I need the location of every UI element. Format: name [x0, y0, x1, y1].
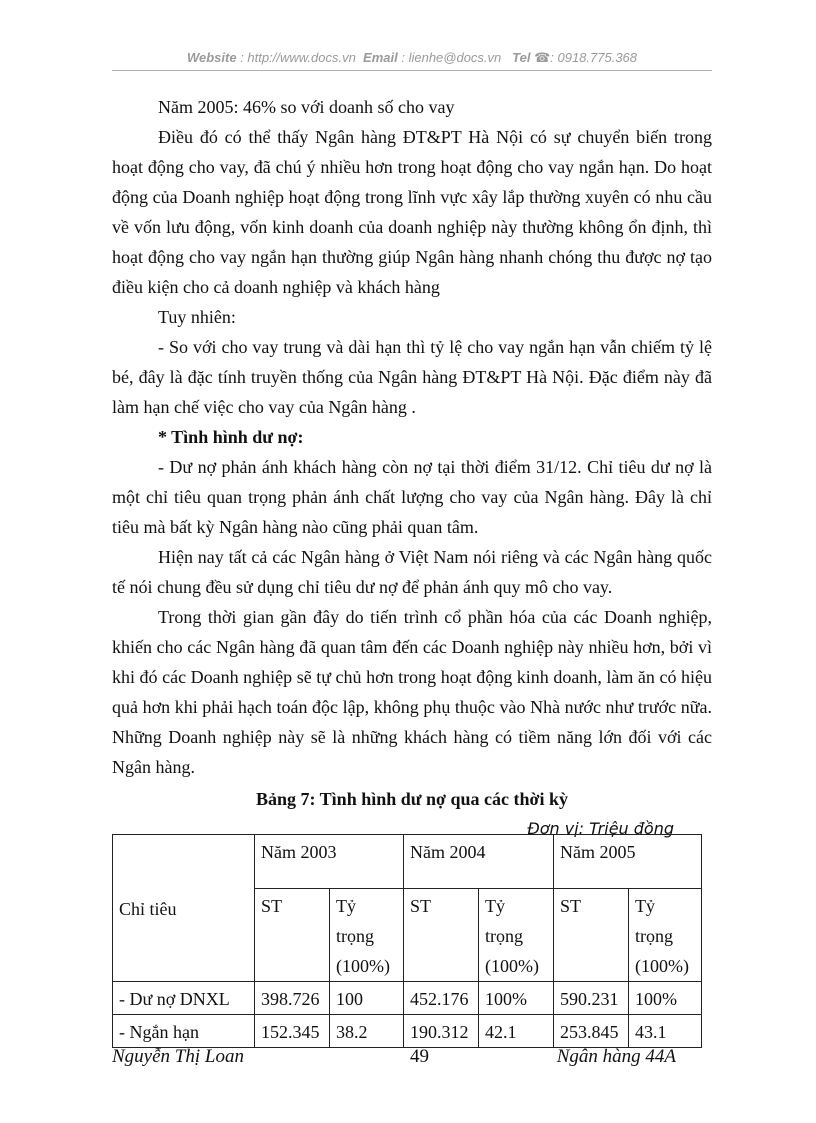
phone-icon: ☎: [534, 50, 551, 65]
paragraph-equitization: Trong thời gian gần đây do tiến trình cổ phần hóa của các Doanh nghiệp, khiến cho các Ngân hàng đã quan tâm đến các Doanh nghiệp này nhiều hơn, bởi vì khi đó các Doanh nghiệp sẽ tự chủ hơn trong hoạt động kinh doanh, làm ăn có hiệu quả hơn khi phải hạch toán độc lập, không phụ thuộc vào Nhà nước như trước nữa. Những Doanh nghiệp này sẽ là những khách hàng có tiềm năng lớn đối với các Ngân hàng.: [112, 607, 712, 777]
st-header-2004: ST: [404, 889, 479, 982]
email-label: Email: [363, 50, 398, 65]
footer-class: Ngân hàng 44A: [556, 1046, 676, 1067]
year-header-2005: Năm 2005: [554, 835, 702, 889]
ratio-header-2003: Tỷ trọng (100%): [330, 889, 404, 982]
cell-value: 152.345: [255, 1015, 330, 1048]
year-header-2003: Năm 2003: [255, 835, 404, 889]
row-label: - Dư nợ DNXL: [113, 982, 255, 1015]
paragraph-debt-definition: - Dư nợ phản ánh khách hàng còn nợ tại thời điểm 31/12. Chỉ tiêu dư nợ là một chỉ tiêu quan trọng phản ánh chất lượng cho vay của Ngân hàng. Đây là chỉ tiêu mà bất kỳ Ngân hàng nào cũng phải quan tâm.: [112, 457, 712, 537]
row-label: - Ngắn hạn: [113, 1015, 255, 1048]
header-divider: [112, 70, 712, 71]
cell-value: 42.1: [479, 1015, 554, 1048]
website-value: : http://www.docs.vn: [240, 50, 356, 65]
table-unit: Đơn vị: Triệu đồng: [527, 819, 674, 838]
table-row: [113, 982, 702, 1015]
page-number: 49: [410, 1046, 429, 1067]
cell-value: 452.176: [404, 982, 479, 1015]
paragraph-analysis: Điều đó có thể thấy Ngân hàng ĐT&PT Hà Nội có sự chuyển biến trong hoạt động cho vay, đã chú ý nhiều hơn trong hoạt động cho vay ngắn hạn. Do hoạt động của Doanh nghiệp hoạt động trong lĩnh vực xây lắp thường xuyên có nhu cầu về vốn lưu động, vốn kinh doanh của doanh nghiệp này thường không ổn định, thì hoạt động cho vay ngắn hạn thường giúp Ngân hàng nhanh chóng thu được nợ tạo điều kiện cho cả doanh nghiệp và khách hàng: [112, 127, 712, 297]
footer-author: Nguyễn Thị Loan: [112, 1046, 244, 1067]
document-body: [112, 92, 712, 844]
cell-value: 253.845: [554, 1015, 629, 1048]
cell-value: 398.726: [255, 982, 330, 1015]
paragraph-short-term-ratio: - So với cho vay trung và dài hạn thì tỷ lệ cho vay ngắn hạn vẫn chiếm tỷ lệ bé, đây là đặc tính truyền thống của Ngân hàng ĐT&PT Hà Nội. Đặc điểm này đã làm hạn chế việc cho vay của Ngân hàng .: [112, 337, 712, 417]
page-header: [112, 50, 712, 66]
cell-value: 100%: [629, 982, 702, 1015]
ratio-header-2005: Tỷ trọng (100%): [629, 889, 702, 982]
page-footer: [112, 1046, 676, 1076]
table-title: Bảng 7: Tình hình dư nợ qua các thời kỳ: [255, 789, 569, 809]
year-header-2004: Năm 2004: [404, 835, 554, 889]
website-label: Website: [186, 50, 237, 65]
table-row: [113, 1015, 702, 1048]
st-header-2005: ST: [554, 889, 629, 982]
cell-value: 100%: [479, 982, 554, 1015]
tel-label: Tel: [512, 50, 531, 65]
ratio-header-2004: Tỷ trọng (100%): [479, 889, 554, 982]
indicator-header: Chỉ tiêu: [113, 835, 255, 982]
cell-value: 190.312: [404, 1015, 479, 1048]
paragraph-banks-usage: Hiện nay tất cả các Ngân hàng ở Việt Nam nói riêng và các Ngân hàng quốc tế nói chung đều sử dụng chỉ tiêu dư nợ để phản ánh quy mô cho vay.: [112, 547, 712, 597]
cell-value: 100: [330, 982, 404, 1015]
cell-value: 38.2: [330, 1015, 404, 1048]
st-header-2003: ST: [255, 889, 330, 982]
cell-value: 590.231: [554, 982, 629, 1015]
tel-value: : 0918.775.368: [550, 50, 638, 65]
cell-value: 43.1: [629, 1015, 702, 1048]
email-value: : lienhe@docs.vn: [401, 50, 502, 65]
section-heading-debt: * Tình hình dư nợ:: [158, 427, 304, 447]
paragraph-year-2005: Năm 2005: 46% so với doanh số cho vay: [158, 97, 455, 117]
paragraph-however: Tuy nhiên:: [158, 307, 236, 327]
debt-table: [112, 834, 702, 1048]
